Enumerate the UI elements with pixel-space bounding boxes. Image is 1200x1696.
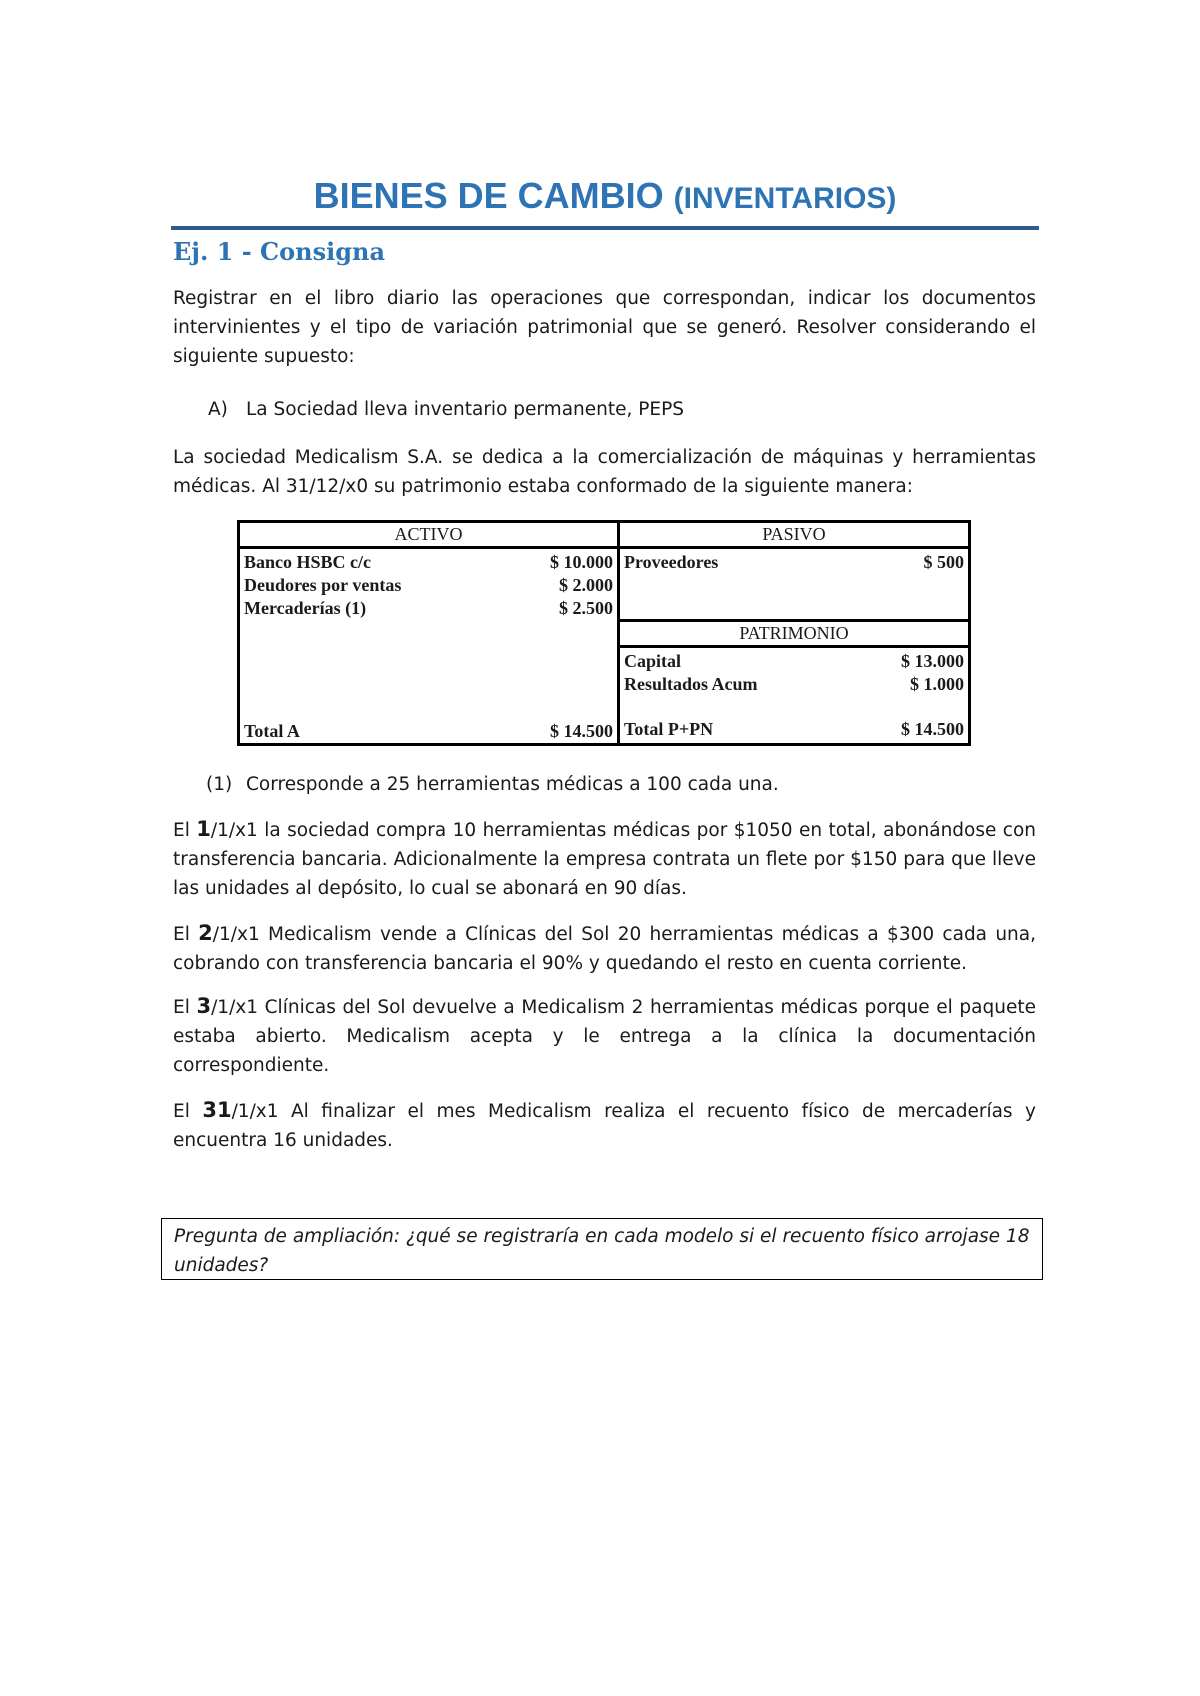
operation-3: El 3/1/x1 Clínicas del Sol devuelve a Medicalism 2 herramientas médicas porque el paquete estaba abierto. Medicalism acepta y le entrega a la clínica la documentación correspondiente. [173,994,1037,1076]
case-letter: A) [208,399,228,420]
operation-4: El 31/1/x1 Al finalizar el mes Medicalism realiza el recuento físico de mercaderías y encuentra 16 unidades. [173,1098,1036,1151]
note-number: (1) [206,774,233,795]
activo-row: Banco HSBC c/c $ 10.000 [244,552,613,572]
activo-header: ACTIVO [240,523,617,549]
patrimonio-row: Resultados Acum $ 1.000 [624,673,964,694]
activo-row: Mercaderías (1) $ 2.500 [244,598,613,618]
section-heading: Ej. 1 - Consigna [173,237,386,266]
operation-2: El 2/1/x1 Medicalism vende a Clínicas del Sol 20 herramientas médicas a $300 cada una, cobrando con transferencia bancaria el 90% y quedando el resto en cuenta corriente. [173,921,1036,974]
title-sub: (INVENTARIOS) [673,182,897,215]
patrimonio-header: PATRIMONIO [620,622,968,648]
page-title [171,174,1039,221]
activo-column [239,522,619,745]
pasivo-total-row: Total P+PN $ 14.500 [624,718,964,739]
patrimonio-column [619,620,970,744]
pasivo-row: Proveedores $ 500 [624,552,964,572]
note-text: Corresponde a 25 herramientas médicas a 100 cada una. [246,774,779,795]
case-text: La Sociedad lleva inventario permanente, PEPS [246,399,685,420]
pasivo-header: PASIVO [620,523,968,549]
title-underline [171,226,1039,230]
company-paragraph: La sociedad Medicalism S.A. se dedica a la comercialización de máquinas y herramientas médicas. Al 31/12/x0 su patrimonio estaba conformado de la siguiente manera: [173,447,1036,497]
extension-question-box: Pregunta de ampliación: ¿qué se registraría en cada modelo si el recuento físico arrojase 18 unidades? [161,1218,1043,1280]
balance-table [237,520,971,746]
operation-1: El 1/1/x1 la sociedad compra 10 herramientas médicas por $1050 en total, abonándose con transferencia bancaria. Adicionalmente la empresa contrata un flete por $150 para que lleve las unidades al depósito, lo cual se abonará en 90 días. [173,817,1036,899]
activo-row: Deudores por ventas $ 2.000 [244,575,613,595]
patrimonio-row: Capital $ 13.000 [624,650,964,671]
activo-total-row: Total A $ 14.500 [244,721,613,741]
title-main: BIENES DE CAMBIO [313,175,664,216]
pasivo-column [619,522,970,621]
intro-paragraph: Registrar en el libro diario las operaciones que correspondan, indicar los documentos intervinientes y el tipo de variación patrimonial que se generó. Resolver considerando el siguiente supuesto: [173,288,1036,367]
